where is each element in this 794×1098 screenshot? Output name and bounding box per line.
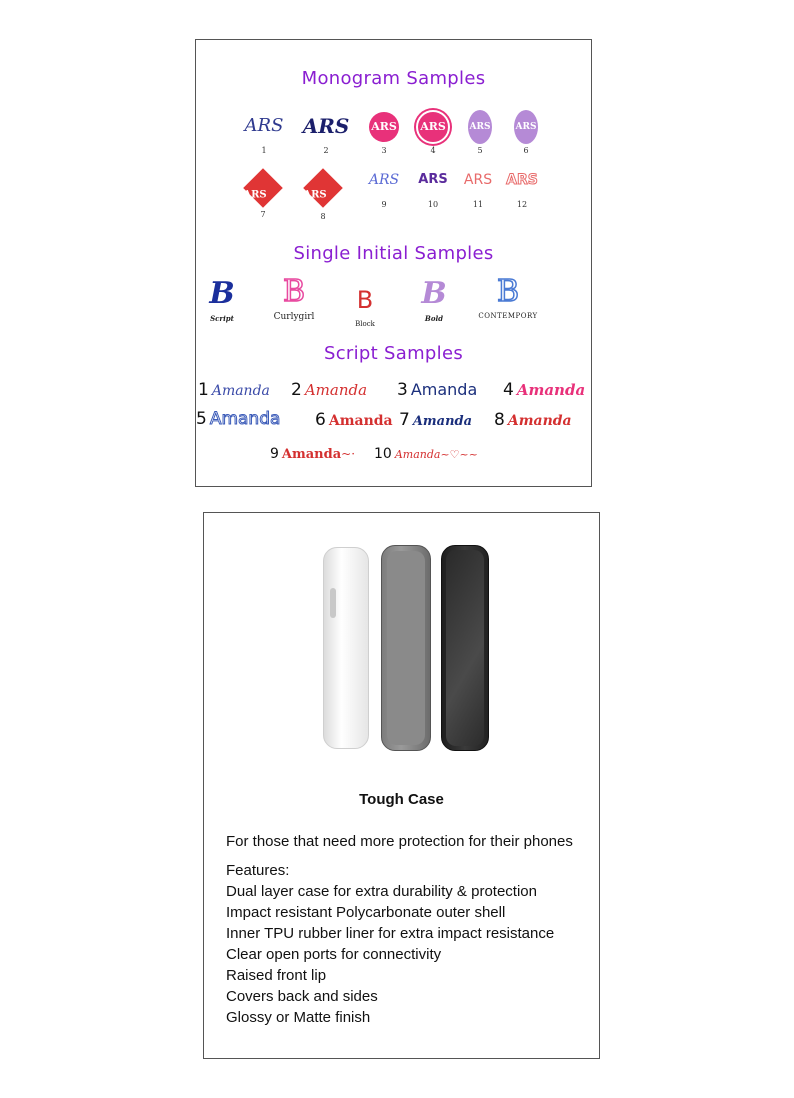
initial-letter: B (421, 276, 447, 311)
script-name: Amanda (209, 409, 281, 429)
initial-sample-bold (394, 274, 474, 323)
monogram-diamond (303, 168, 343, 208)
script-number: 10 (374, 446, 392, 462)
initial-sample-contempory (468, 272, 548, 320)
script-sample-10 (374, 443, 478, 463)
features-heading: Features: (226, 862, 290, 879)
monogram-number: 9 (381, 200, 387, 209)
product-intro: For those that need more protection for their phones (226, 833, 573, 850)
script-number: 6 (315, 410, 326, 430)
script-name: Amanda (516, 381, 586, 399)
monogram-diamond (243, 168, 283, 208)
script-sample-2 (291, 380, 367, 400)
product-title: Tough Case (359, 791, 444, 808)
initial-sample-curlygirl (254, 272, 334, 322)
single-initial-title: Single Initial Samples (293, 243, 494, 264)
monogram-glyph: ARS (302, 114, 350, 138)
monogram-sample-2 (298, 104, 354, 155)
monogram-glyph: ARS (368, 172, 400, 188)
monogram-sample-6 (498, 104, 554, 155)
script-number: 7 (399, 410, 410, 430)
case-button-cutout (330, 588, 336, 618)
monogram-glyph: ARS (244, 115, 284, 136)
feature-item: Covers back and sides (226, 988, 378, 1005)
script-number: 4 (503, 380, 514, 400)
initial-letter: B (209, 276, 235, 311)
samples-panel (195, 39, 592, 487)
monogram-sample-12 (494, 158, 550, 209)
script-sample-5 (196, 409, 280, 429)
script-name: Amanda (281, 447, 342, 462)
script-number: 5 (196, 409, 207, 429)
product-panel (203, 512, 600, 1059)
monogram-sample-8 (295, 162, 351, 221)
monogram-title: Monogram Samples (301, 68, 486, 89)
script-name: Amanda (304, 381, 368, 399)
phone-case-images (319, 543, 489, 753)
script-name: Amanda (328, 413, 393, 429)
script-name: Amanda (211, 383, 270, 399)
feature-item: Raised front lip (226, 967, 327, 984)
monogram-number: 4 (430, 146, 436, 155)
black-case-image (441, 545, 489, 751)
script-sample-9 (270, 443, 355, 463)
monogram-number: 2 (323, 146, 329, 155)
monogram-number: 7 (260, 210, 266, 219)
script-sample-6 (315, 410, 393, 430)
script-number: 8 (494, 410, 505, 430)
initial-label: Curlygirl (273, 312, 315, 322)
feature-item: Clear open ports for connectivity (226, 946, 442, 963)
monogram-glyph: ARS (463, 172, 493, 188)
monogram-sample-9 (356, 158, 412, 209)
monogram-circle: ARS (416, 110, 450, 144)
monogram-number: 11 (472, 200, 484, 209)
monogram-glyph: ARS (418, 172, 448, 187)
monogram-number: 8 (320, 212, 326, 221)
monogram-number: 12 (516, 200, 528, 209)
initial-label: Bold (424, 314, 444, 323)
monogram-diamond-text: ARS (303, 189, 327, 201)
initial-letter: B (496, 274, 520, 309)
script-sample-3 (397, 380, 477, 400)
monogram-number: 6 (523, 146, 529, 155)
script-name: Amanda (410, 380, 478, 399)
script-sample-4 (503, 380, 585, 400)
monogram-oval: ARS (514, 110, 538, 144)
monogram-glyph: ARS (506, 172, 538, 188)
case-inner-liner (387, 551, 425, 745)
grey-case-image (381, 545, 431, 751)
white-case-image (323, 547, 369, 749)
script-name: Amanda (507, 413, 572, 429)
script-number: 3 (397, 380, 408, 400)
initial-sample-script (182, 274, 262, 323)
feature-item: Dual layer case for extra durability & protection (226, 883, 537, 900)
monogram-number: 1 (261, 146, 267, 155)
heart-swash-icon: ~♡~~ (440, 448, 478, 461)
script-number: 9 (270, 446, 279, 462)
monogram-sample-1 (236, 104, 292, 155)
script-samples-title: Script Samples (324, 343, 463, 364)
phone-screen (446, 550, 484, 746)
swash-icon: ~· (341, 447, 356, 461)
monogram-number: 5 (477, 146, 483, 155)
initial-letter: B (282, 274, 306, 309)
monogram-number: 10 (427, 200, 439, 209)
script-sample-1 (198, 380, 270, 400)
initial-label: CONTEMPORY (478, 312, 538, 320)
monogram-sample-3 (356, 104, 412, 155)
monogram-sample-7 (235, 162, 291, 219)
feature-item: Glossy or Matte finish (226, 1009, 371, 1026)
script-number: 2 (291, 380, 302, 400)
monogram-oval: ARS (468, 110, 492, 144)
script-name: Amanda (412, 414, 473, 429)
monogram-diamond-text: ARS (243, 189, 267, 201)
feature-item: Impact resistant Polycarbonate outer shell (226, 904, 506, 921)
monogram-circle: ARS (369, 112, 399, 142)
feature-item: Inner TPU rubber liner for extra impact resistance (226, 925, 555, 942)
script-sample-8 (494, 410, 572, 430)
script-name: Amanda (394, 448, 441, 461)
script-number: 1 (198, 380, 209, 400)
initial-letter: B (356, 286, 374, 314)
monogram-number: 3 (381, 146, 387, 155)
initial-sample-block (325, 280, 405, 328)
script-sample-7 (399, 410, 472, 430)
initial-label: Block (355, 320, 375, 328)
initial-label: Script (210, 314, 234, 323)
